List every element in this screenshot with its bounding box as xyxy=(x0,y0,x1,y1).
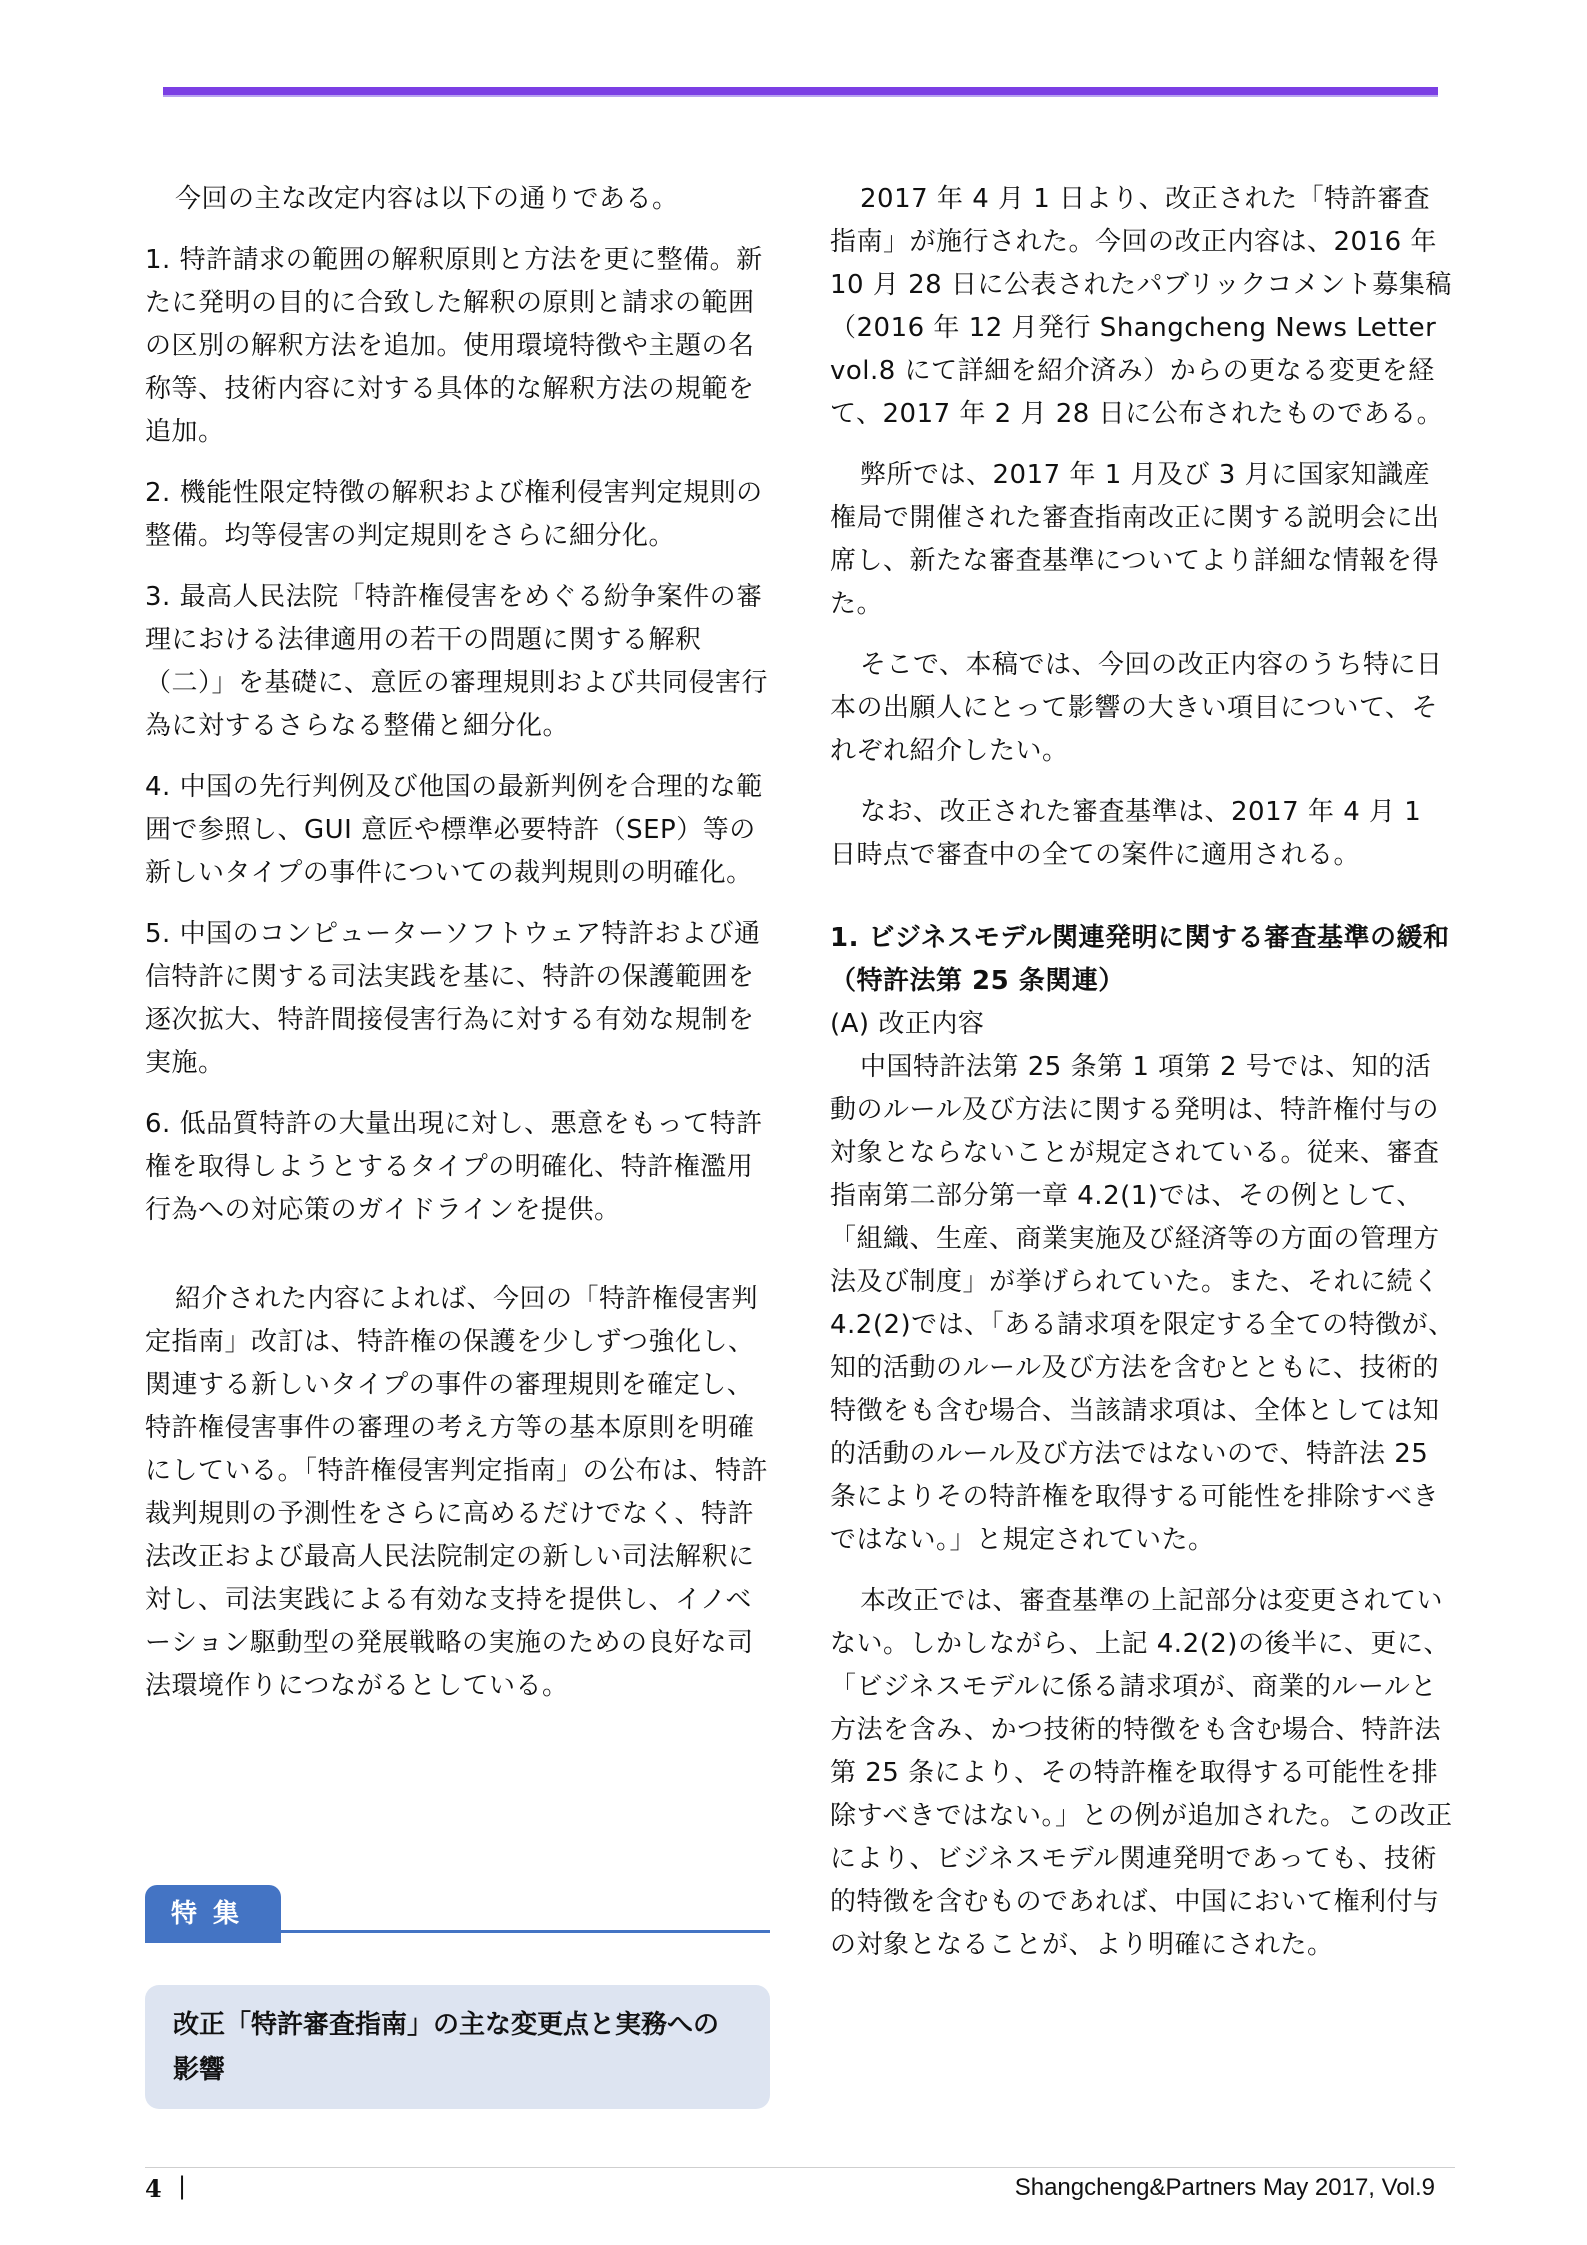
body-paragraph: 中国特許法第 25 条第 1 項第 2 号では、知的活動のルール及び方法に関する発明は、特許権付与の対象とならないことが規定されている。従来、審査指南第二部分第一章 4.2(1)では、その例として、「組織、生産、商業実施及び経済等の方面の管理方法及び制度」が挙げられていた。また、それに続く 4.2(2)では、「ある請求項を限定する全ての特徴が、知的活動のルール及び方法を含むとともに、技術的特徴をも含む場合、当該請求項は、全体としては知的活動のルール及び方法ではないので、特許法 25 条によりその特許権を取得する可能性を排除すべきではない。」と規定されていた。 xyxy=(830,1052,1455,1555)
feature-title: 改正「特許審査指南」の主な変更点と実務への影響 xyxy=(173,2010,720,2085)
body-paragraph: なお、改正された審査基準は、2017 年 4 月 1 日時点で審査中の全ての案件に適用される。 xyxy=(830,797,1422,870)
journal-info: Shangcheng&Partners May 2017, Vol.9 xyxy=(1014,2174,1435,2201)
list-item: 1. 特許請求の範囲の解釈原則と方法を更に整備。新たに発明の目的に合致した解釈の原則と請求の範囲の区別の解釈方法を追加。使用環境特徴や主題の名称等、技術内容に対する具体的な解釈方法の規範を追加。 xyxy=(145,245,763,447)
list-item: 6. 低品質特許の大量出現に対し、悪意をもって特許権を取得しようとするタイプの明確化、特許権濫用行為への対応策のガイドラインを提供。 xyxy=(145,1109,763,1225)
body-paragraph: 弊所では、2017 年 1 月及び 3 月に国家知識産権局で開催された審査指南改正に関する説明会に出席し、新たな審査基準についてより詳細な情報を得た。 xyxy=(830,460,1440,619)
feature-title-box xyxy=(145,1985,770,2109)
summary-paragraph: 紹介された内容によれば、今回の「特許権侵害判定指南」改訂は、特許権の保護を少しずつ強化し、関連する新しいタイプの事件の審理規則を確定し、特許権侵害事件の審理の考え方等の基本原則を明確にしている。「特許権侵害判定指南」の公布は、特許裁判規則の予測性をさらに高めるだけでなく、特許法改正および最高人民法院制定の新しい司法解釈に対し、司法実践による有効な支持を提供し、イノベーション駆動型の発展戦略の実施のための良好な司法環境作りにつながるとしている。 xyxy=(145,1284,769,1701)
list-item: 3. 最高人民法院「特許権侵害をめぐる紛争案件の審理における法律適用の若干の問題に関する解釈（二）」を基礎に、意匠の審理規則および共同侵害行為に対するさらなる整備と細分化。 xyxy=(145,582,769,741)
footer-separator: | xyxy=(178,2172,187,2200)
intro-paragraph: 今回の主な改定内容は以下の通りである。 xyxy=(175,184,679,214)
section-heading: 1. ビジネスモデル関連発明に関する審査基準の緩和（特許法第 25 条関連） xyxy=(830,923,1450,996)
list-item: 4. 中国の先行判例及び他国の最新判例を合理的な範囲で参照し、GUI 意匠や標準必要特許（SEP）等の新しいタイプの事件についての裁判規則の明確化。 xyxy=(145,772,763,888)
body-paragraph: そこで、本稿では、今回の改正内容のうち特に日本の出願人にとって影響の大きい項目について、それぞれ紹介したい。 xyxy=(830,650,1443,766)
footer-rule xyxy=(145,2167,1455,2168)
list-item: 5. 中国のコンピューターソフトウェア特許および通信特許に関する司法実践を基に、特許の保護範囲を逐次拡大、特許間接侵害行為に対する有効な規制を実施。 xyxy=(145,919,761,1078)
body-paragraph: 本改正では、審査基準の上記部分は変更されていない。しかしながら、上記 4.2(2)の後半に、更に、「ビジネスモデルに係る請求項が、商業的ルールと方法を含み、かつ技術的特徴をも含む場合、特許法第 25 条により、その特許権を取得する可能性を排除すべきではない。」との例が追加された。この改正により、ビジネスモデル関連発明であっても、技術的特徴を含むものであれば、中国において権利付与の対象となることが、より明確にされた。 xyxy=(830,1586,1453,1960)
page-number: 4 xyxy=(145,2174,162,2203)
left-column xyxy=(145,178,775,1726)
subsection-heading: (A) 改正内容 xyxy=(830,1009,985,1039)
section-tab-label: 特集 xyxy=(145,1885,281,1943)
right-column xyxy=(830,178,1455,1985)
list-item: 2. 機能性限定特徴の解釈および権利侵害判定規則の整備。均等侵害の判定規則をさらに細分化。 xyxy=(145,478,763,551)
body-paragraph: 2017 年 4 月 1 日より、改正された「特許審査指南」が施行された。今回の改正内容は、2016 年 10 月 28 日に公表されたパブリックコメント募集稿（2016 年 12 月発行 Shangcheng News Letter vol.8 にて詳細を紹介済み）からの更なる変更を経て、2017 年 2 月 28 日に公布されたものである。 xyxy=(830,184,1452,429)
section-tab-bar xyxy=(145,1885,770,1933)
header-rule xyxy=(163,87,1438,97)
